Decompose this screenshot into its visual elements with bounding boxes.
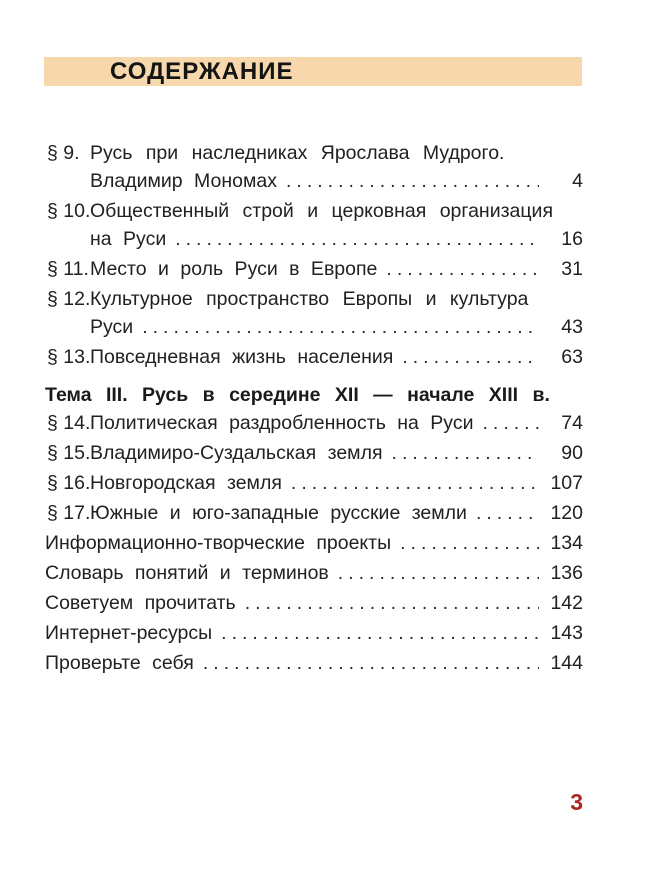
toc-entry xyxy=(45,439,583,467)
toc-entry-last-line xyxy=(90,225,583,253)
toc-entry-page-number: 90 xyxy=(561,442,583,464)
toc-entry-page-number: 43 xyxy=(561,316,583,338)
toc-entry-last-line xyxy=(45,649,583,677)
toc-entry xyxy=(45,139,583,195)
toc-entry-text-line: Русь при наследниках Ярослава Мудрого. xyxy=(90,142,505,164)
toc-entry-page-number: 142 xyxy=(550,592,583,614)
toc-entry-title: Место и роль Руси в Европе xyxy=(90,258,378,280)
toc-entry-page-number: 107 xyxy=(550,472,583,494)
toc-entry-last-line xyxy=(90,255,583,283)
toc-entry-last-line xyxy=(45,619,583,647)
toc-list xyxy=(45,139,583,679)
page-title: СОДЕРЖАНИЕ xyxy=(110,58,294,85)
toc-entry-title: Проверьте себя xyxy=(45,652,194,674)
dot-leader xyxy=(338,559,539,587)
dot-leader xyxy=(203,649,539,677)
dot-leader xyxy=(286,167,539,195)
toc-entry-last-line xyxy=(45,559,583,587)
dot-leader xyxy=(482,409,539,437)
dot-leader xyxy=(175,225,539,253)
toc-entry-last-line xyxy=(90,499,583,527)
toc-entry-title: Владимир Мономах xyxy=(90,170,277,192)
toc-entry-last-line xyxy=(90,409,583,437)
toc-entry-title: Руси xyxy=(90,316,134,338)
toc-entry-last-line xyxy=(45,529,583,557)
toc-entry xyxy=(45,255,583,283)
toc-entry-page-number: 4 xyxy=(572,170,583,192)
toc-entry-last-line xyxy=(90,313,583,341)
toc-entry-page-number: 16 xyxy=(561,228,583,250)
toc-entry-text-line: Культурное пространство Европы и культура xyxy=(90,288,529,310)
toc-entry xyxy=(45,619,583,647)
dot-leader xyxy=(400,529,539,557)
toc-entry-title: на Руси xyxy=(90,228,167,250)
toc-entry-last-line xyxy=(90,439,583,467)
toc-entry-last-line xyxy=(45,589,583,617)
toc-entry xyxy=(45,343,583,371)
toc-entry-title: Советуем прочитать xyxy=(45,592,236,614)
toc-entry xyxy=(45,285,583,341)
toc-entry-prefix: § 16. xyxy=(47,472,91,494)
toc-entry-prefix: § 13. xyxy=(47,346,91,368)
toc-entry-title: Повседневная жизнь населения xyxy=(90,346,394,368)
toc-entry-page-number: 120 xyxy=(550,502,583,524)
toc-entry-title: Новгородская земля xyxy=(90,472,282,494)
dot-leader xyxy=(402,343,539,371)
toc-entry-prefix: § 17. xyxy=(47,502,91,524)
toc-entry xyxy=(45,409,583,437)
dot-leader xyxy=(245,589,539,617)
toc-entry-page-number: 134 xyxy=(550,532,583,554)
toc-entry xyxy=(45,197,583,253)
page-number: 3 xyxy=(570,789,583,815)
toc-entry-page-number: 136 xyxy=(550,562,583,584)
toc-entry xyxy=(45,469,583,497)
dot-leader xyxy=(221,619,539,647)
toc-entry-title: Южные и юго-западные русские земли xyxy=(90,502,467,524)
toc-section-heading: Тема III. Русь в середине XII — начале XIII в. xyxy=(45,384,550,406)
toc-entry-page-number: 143 xyxy=(550,622,583,644)
toc-entry-prefix: § 14. xyxy=(47,412,91,434)
toc-entry-title: Информационно-творческие проекты xyxy=(45,532,392,554)
toc-entry-title: Политическая раздробленность на Руси xyxy=(90,412,474,434)
toc-entry-title: Интернет-ресурсы xyxy=(45,622,213,644)
dot-leader xyxy=(291,469,539,497)
toc-entry-title: Владимиро-Суздальская земля xyxy=(90,442,383,464)
toc-entry-page-number: 63 xyxy=(561,346,583,368)
dot-leader xyxy=(392,439,539,467)
toc-entry-prefix: § 11. xyxy=(47,258,89,280)
toc-entry xyxy=(45,529,583,557)
dot-leader xyxy=(476,499,539,527)
toc-entry-text-line: Общественный строй и церковная организация xyxy=(90,200,553,222)
toc-entry-prefix: § 12. xyxy=(47,288,91,310)
dot-leader xyxy=(386,255,539,283)
toc-entry-last-line xyxy=(90,343,583,371)
toc-entry xyxy=(45,589,583,617)
toc-entry-last-line xyxy=(90,469,583,497)
toc-entry-prefix: § 15. xyxy=(47,442,91,464)
toc-entry xyxy=(45,499,583,527)
toc-entry xyxy=(45,649,583,677)
toc-entry-page-number: 144 xyxy=(550,652,583,674)
toc-entry xyxy=(45,559,583,587)
toc-entry-last-line xyxy=(90,167,583,195)
toc-entry-prefix: § 10. xyxy=(47,200,91,222)
toc-entry-page-number: 31 xyxy=(561,258,583,280)
contents-header-banner xyxy=(44,57,582,86)
toc-entry-prefix: § 9. xyxy=(47,142,80,164)
toc-entry-page-number: 74 xyxy=(561,412,583,434)
toc-entry-title: Словарь понятий и терминов xyxy=(45,562,329,584)
dot-leader xyxy=(142,313,539,341)
